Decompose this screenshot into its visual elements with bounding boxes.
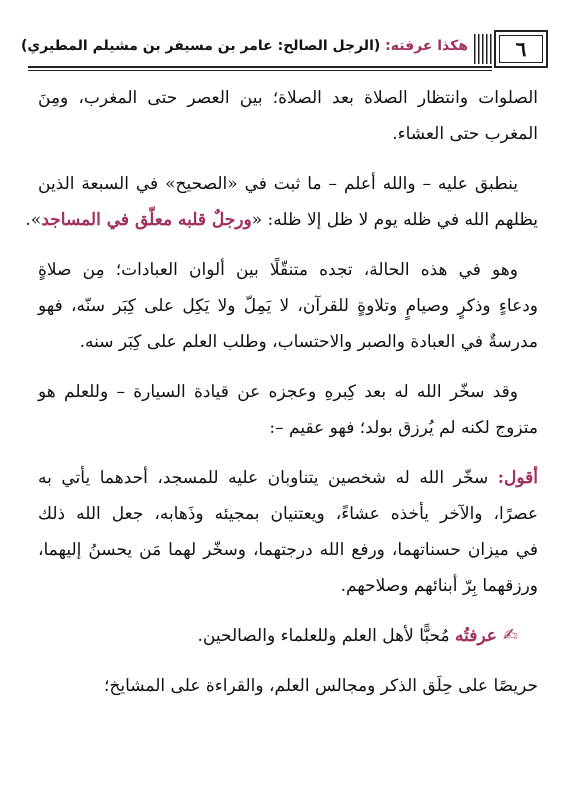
text-line: ودعاءٍ وذكرٍ وصيامٍ وتلاوةٍ للقرآن، لا يَمِلّ ولا يَكِل على كِبَر سنّه، فهو: [38, 296, 538, 316]
text-line: حريصًا على حِلَق الذكر ومجالس العلم، والقراءة على المشايخ؛: [103, 676, 538, 696]
text-line: مدرسةٌ في العبادة والصبر والاحتساب، وطلب العلم على كِبَر سنه.: [79, 332, 538, 352]
section-label: عرفتُه: [455, 626, 497, 646]
page-number-box: [494, 30, 548, 68]
text-run: ».: [25, 210, 42, 230]
text-line: ورزقهما بِرّ أبنائهم وصلاحهم.: [340, 576, 538, 596]
header-rule: [28, 66, 492, 68]
body-text: [25, 80, 538, 704]
text-line: [38, 460, 538, 496]
hadith-quote: ورجلٌ قلبه معلّق في المساجد: [41, 210, 252, 230]
text-run: سخّر الله له شخصين يتناوبان عليه للمسجد، أحدهما يأتي به: [38, 468, 498, 488]
text-line: ينطبق عليه – والله أعلم – ما ثبت في «الصحيح» في السبعة الذين: [38, 174, 518, 194]
text-run: مُحبًّا لأهل العلم وللعلماء والصالحين.: [197, 626, 455, 646]
text-line: الصلوات وانتظار الصلاة بعد الصلاة؛ بين العصر حتى المغرب، ومِنَ: [38, 88, 538, 108]
text-line: [25, 202, 538, 238]
page-number: ٦: [515, 37, 527, 61]
header-subtitle: (الرجل الصالح: عامر بن مسيفر بن مشيلم المطيري): [20, 38, 386, 54]
running-header-title: [21, 38, 468, 54]
text-line: وهو في هذه الحالة، تجده متنقّلًا بين ألوان العبادات؛ مِن صلاةٍ: [38, 260, 518, 280]
text-line: عصرًا، والآخر يأخذه عشاءً، ويعتنيان بمجيئه وذَهابه، جعل الله ذلك: [38, 504, 538, 524]
text-line: وقد سخّر الله له بعد كِبرهِ وعجزه عن قيادة السيارة – وللعلم هو: [38, 382, 518, 402]
text-line: في ميزان حسناتهما، ورفع الله درجتهما، وسخّر لهما مَن يحسنُ إليهما،: [38, 540, 538, 560]
header-brand: هكذا عرفته:: [385, 38, 468, 54]
header-rule-thin: [28, 70, 492, 71]
header-ornament: [474, 34, 492, 64]
page-header: [20, 30, 548, 70]
text-line: متزوج لكنه لم يُرزق بولد؛ فهو عقيم –:: [269, 418, 538, 438]
text-run: يظلهم الله في ظله يوم لا ظل إلا ظله: «: [251, 210, 538, 230]
pen-writing-icon: ✍: [502, 625, 518, 646]
text-line: المغرب حتى العشاء.: [392, 124, 538, 144]
paragraph-label: أقول:: [497, 468, 538, 488]
text-line: [38, 618, 538, 654]
